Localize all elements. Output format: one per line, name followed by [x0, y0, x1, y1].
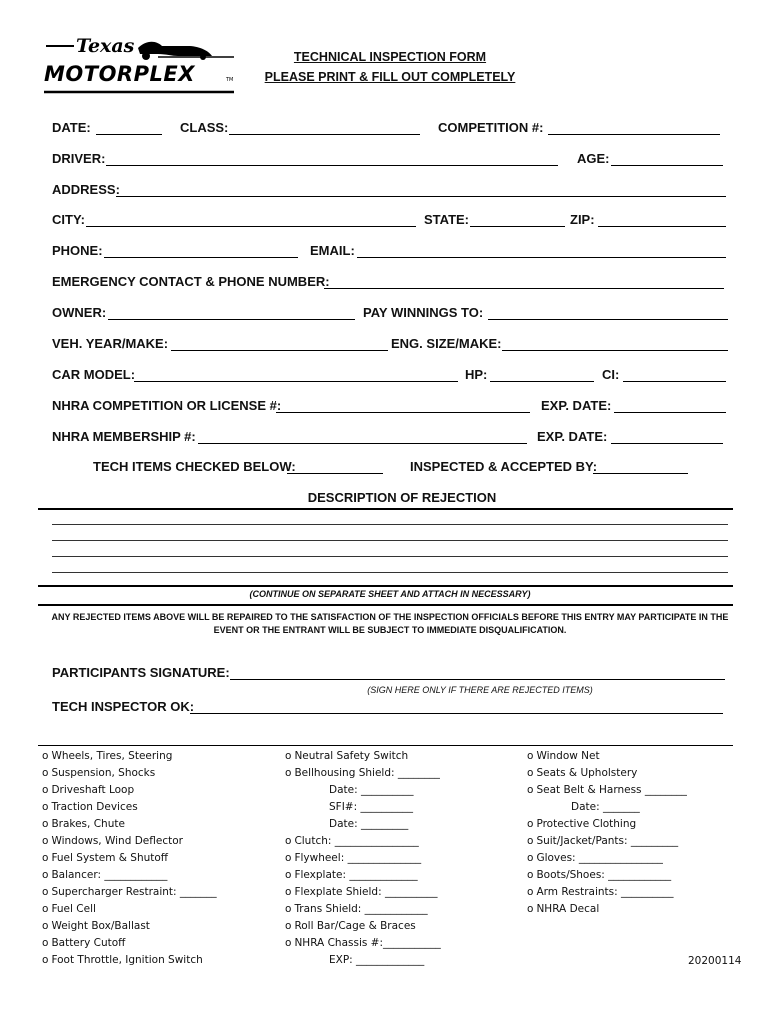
checklist-item-label: Bellhousing Shield: ________ [294, 767, 440, 779]
exp-date-1-label: EXP. DATE: [541, 398, 612, 413]
participant-signature-field[interactable] [230, 679, 725, 680]
zip-field[interactable] [598, 226, 726, 227]
checklist-item-label: Boots/Shoes: ____________ [536, 869, 672, 881]
inspected-label: INSPECTED & ACCEPTED BY: [410, 459, 598, 474]
hp-label: HP: [465, 367, 488, 382]
pay-winnings-field[interactable] [488, 319, 728, 320]
checklist-item[interactable] [42, 782, 217, 799]
emergency-field[interactable] [324, 288, 724, 289]
driver-field[interactable] [106, 165, 558, 166]
logo-script: Texas [76, 36, 135, 57]
zip-label: ZIP: [570, 212, 595, 227]
checkbox-icon[interactable]: o [285, 852, 292, 864]
checklist-item-label: Flexplate Shield: __________ [294, 886, 438, 898]
checklist-rule [38, 745, 733, 746]
checkbox-icon[interactable]: o [42, 784, 49, 796]
checkbox-icon[interactable]: o [42, 886, 49, 898]
checklist-item[interactable] [285, 935, 441, 952]
date-field[interactable] [96, 134, 162, 135]
state-field[interactable] [470, 226, 565, 227]
form-code: 20200114 [688, 955, 742, 967]
rejection-line-3[interactable] [52, 556, 728, 557]
checklist-item-label: SFI#: __________ [329, 801, 413, 813]
tech-items-field[interactable] [287, 473, 383, 474]
rejection-line-4[interactable] [52, 572, 728, 573]
checklist-item[interactable] [42, 901, 217, 918]
exp-date-2-field[interactable] [611, 443, 723, 444]
checklist-item-label: Suspension, Shocks [51, 767, 156, 779]
checklist-item-label: Fuel Cell [51, 903, 96, 915]
rejection-line-1[interactable] [52, 524, 728, 525]
checklist-column-2 [285, 748, 441, 969]
checklist-item[interactable] [42, 748, 217, 765]
nhra-membership-field[interactable] [198, 443, 527, 444]
email-field[interactable] [357, 257, 726, 258]
phone-label: PHONE: [52, 243, 103, 258]
checklist-item-label: Driveshaft Loop [51, 784, 135, 796]
form-subtitle: PLEASE PRINT & FILL OUT COMPLETELY [264, 70, 516, 84]
checkbox-icon[interactable]: o [527, 784, 534, 796]
checklist-item-label: Weight Box/Ballast [51, 920, 150, 932]
checklist-item-label: Trans Shield: ____________ [294, 903, 428, 915]
checklist-item-label: Roll Bar/Cage & Braces [294, 920, 416, 932]
exp-date-1-field[interactable] [614, 412, 726, 413]
nhra-competition-field[interactable] [276, 412, 530, 413]
checkbox-icon[interactable]: o [42, 801, 49, 813]
checklist-item[interactable] [42, 935, 217, 952]
checklist-item[interactable] [285, 850, 441, 867]
checklist-item[interactable] [527, 816, 687, 833]
checklist-item[interactable] [42, 765, 217, 782]
sign-note: (SIGN HERE ONLY IF THERE ARE REJECTED ITEMS) [367, 685, 593, 695]
age-field[interactable] [611, 165, 723, 166]
checklist-item[interactable] [42, 816, 217, 833]
email-label: EMAIL: [310, 243, 355, 258]
continue-note: (CONTINUE ON SEPARATE SHEET AND ATTACH IN NECESSARY) [249, 589, 531, 599]
checklist-item[interactable] [527, 799, 687, 816]
checklist-item[interactable] [527, 884, 687, 901]
checkbox-icon[interactable]: o [42, 937, 49, 949]
checkbox-icon[interactable]: o [527, 835, 534, 847]
checklist-item[interactable] [42, 799, 217, 816]
competition-label: COMPETITION #: [438, 120, 544, 135]
checklist-item[interactable] [285, 833, 441, 850]
checklist-item[interactable] [285, 765, 441, 782]
checklist-item[interactable] [285, 867, 441, 884]
checklist-item-label: Arm Restraints: __________ [536, 886, 674, 898]
checkbox-icon[interactable]: o [527, 903, 534, 915]
checklist-item-label: Supercharger Restraint: _______ [51, 886, 217, 898]
hp-field[interactable] [490, 381, 594, 382]
checkbox-icon[interactable]: o [285, 750, 292, 762]
nhra-competition-label: NHRA COMPETITION OR LICENSE #: [52, 398, 282, 413]
checkbox-icon[interactable]: o [527, 869, 534, 881]
checkbox-icon[interactable]: o [527, 886, 534, 898]
checklist-item[interactable] [527, 782, 687, 799]
checkbox-icon[interactable]: o [527, 750, 534, 762]
checklist-item-label: Date: __________ [329, 784, 414, 796]
checklist-item[interactable] [42, 884, 217, 901]
checkbox-icon[interactable]: o [527, 767, 534, 779]
checklist-item-label: NHRA Chassis #:___________ [294, 937, 441, 949]
checklist-column-1 [42, 748, 217, 969]
participant-signature-label: PARTICIPANTS SIGNATURE: [52, 665, 230, 680]
checkbox-icon[interactable]: o [42, 903, 49, 915]
competition-field[interactable] [548, 134, 720, 135]
checklist-item-label: Suit/Jacket/Pants: _________ [536, 835, 679, 847]
checklist-item[interactable] [527, 748, 687, 765]
class-label: CLASS: [180, 120, 229, 135]
rejection-bottom-rule [38, 585, 733, 587]
checklist-item-label: Clutch: ________________ [294, 835, 419, 847]
checklist-item[interactable] [42, 918, 217, 935]
checkbox-icon[interactable]: o [285, 767, 292, 779]
emergency-label: EMERGENCY CONTACT & PHONE NUMBER: [52, 274, 330, 289]
ci-field[interactable] [623, 381, 726, 382]
checklist-item-label: Traction Devices [51, 801, 138, 813]
class-field[interactable] [229, 134, 420, 135]
checklist-item-label: Windows, Wind Deflector [51, 835, 183, 847]
checkbox-icon[interactable]: o [42, 818, 49, 830]
form-title: TECHNICAL INSPECTION FORM [293, 50, 487, 64]
checkbox-icon[interactable]: o [42, 767, 49, 779]
owner-field[interactable] [108, 319, 355, 320]
checkbox-icon[interactable]: o [285, 937, 292, 949]
rejection-line-2[interactable] [52, 540, 728, 541]
checklist-item-label: Seats & Upholstery [536, 767, 638, 779]
eng-field[interactable] [502, 350, 728, 351]
checklist-item[interactable] [527, 833, 687, 850]
owner-label: OWNER: [52, 305, 107, 320]
checkbox-icon[interactable]: o [42, 920, 49, 932]
date-label: DATE: [52, 120, 91, 135]
warning-rule [38, 604, 733, 606]
checklist-item[interactable] [285, 816, 441, 833]
checklist-item[interactable] [285, 884, 441, 901]
checklist-item[interactable] [527, 765, 687, 782]
checklist-item-label: Fuel System & Shutoff [51, 852, 169, 864]
checkbox-icon[interactable]: o [285, 903, 292, 915]
texas-motorplex-logo [38, 36, 238, 96]
veh-label: VEH. YEAR/MAKE: [52, 336, 169, 351]
checklist-item-label: Wheels, Tires, Steering [51, 750, 173, 762]
checklist-item[interactable] [42, 867, 217, 884]
tech-inspector-label: TECH INSPECTOR OK: [52, 699, 195, 714]
checkbox-icon[interactable]: o [527, 852, 534, 864]
checklist-item-label: Flywheel: ______________ [294, 852, 422, 864]
address-field[interactable] [116, 196, 726, 197]
checklist-item-label: Protective Clothing [536, 818, 637, 830]
checklist-item-label: Window Net [536, 750, 600, 762]
checkbox-icon[interactable]: o [42, 954, 49, 966]
checklist-item-label: EXP: _____________ [329, 954, 425, 966]
checklist-item-label: Gloves: ________________ [536, 852, 663, 864]
checklist-item[interactable] [42, 850, 217, 867]
checklist-column-3 [527, 748, 687, 918]
checklist-item-label: NHRA Decal [536, 903, 600, 915]
disqualification-warning: ANY REJECTED ITEMS ABOVE WILL BE REPAIRED TO THE SATISFACTION OF THE INSPECTION OFFICIALS BEFORE THIS ENTRY MAY PARTICIPATE IN THE EVENT OR THE ENTRANT WILL BE SUBJECT TO IMMEDIATE DISQUALIFICATION. [51, 612, 729, 635]
car-model-label: CAR MODEL: [52, 367, 136, 382]
checkbox-icon[interactable]: o [285, 835, 292, 847]
veh-field[interactable] [171, 350, 388, 351]
address-label: ADDRESS: [52, 182, 120, 197]
checklist-item[interactable] [285, 901, 441, 918]
checklist-item[interactable] [42, 952, 217, 969]
checklist-item-label: Battery Cutoff [51, 937, 126, 949]
checklist-item-label: Neutral Safety Switch [294, 750, 409, 762]
checklist-item[interactable] [285, 799, 441, 816]
checkbox-icon[interactable]: o [42, 835, 49, 847]
car-model-field[interactable] [134, 381, 458, 382]
age-label: AGE: [577, 151, 610, 166]
checklist-item[interactable] [285, 748, 441, 765]
rejection-heading: DESCRIPTION OF REJECTION [307, 490, 497, 505]
checklist-item[interactable] [285, 782, 441, 799]
ci-label: CI: [602, 367, 620, 382]
checklist-item[interactable] [285, 918, 441, 935]
checklist-item-label: Flexplate: _____________ [294, 869, 418, 881]
phone-field[interactable] [104, 257, 298, 258]
checklist-item-label: Brakes, Chute [51, 818, 125, 830]
city-field[interactable] [86, 226, 416, 227]
pay-winnings-label: PAY WINNINGS TO: [363, 305, 484, 320]
city-label: CITY: [52, 212, 85, 227]
state-label: STATE: [424, 212, 470, 227]
tech-items-label: TECH ITEMS CHECKED BELOW: [93, 459, 296, 474]
checkbox-icon[interactable]: o [285, 886, 292, 898]
exp-date-2-label: EXP. DATE: [537, 429, 608, 444]
checkbox-icon[interactable]: o [285, 920, 292, 932]
checklist-item[interactable] [285, 952, 441, 969]
nhra-membership-label: NHRA MEMBERSHIP #: [52, 429, 196, 444]
checklist-item-label: Date: _______ [571, 801, 640, 813]
checkbox-icon[interactable]: o [42, 750, 49, 762]
checklist-item[interactable] [527, 867, 687, 884]
checklist-item-label: Balancer: ____________ [51, 869, 168, 881]
checkbox-icon[interactable]: o [42, 852, 49, 864]
rejection-top-rule [38, 508, 733, 510]
eng-label: ENG. SIZE/MAKE: [391, 336, 502, 351]
inspected-field[interactable] [593, 473, 688, 474]
checkbox-icon[interactable]: o [42, 869, 49, 881]
checklist-item[interactable] [527, 901, 687, 918]
checklist-item[interactable] [42, 833, 217, 850]
checklist-item[interactable] [527, 850, 687, 867]
checkbox-icon[interactable]: o [285, 869, 292, 881]
logo-wordmark: MOTORPLEX [44, 62, 195, 86]
checklist-item-label: Foot Throttle, Ignition Switch [51, 954, 203, 966]
checklist-item-label: Date: _________ [329, 818, 409, 830]
checkbox-icon[interactable]: o [527, 818, 534, 830]
driver-label: DRIVER: [52, 151, 106, 166]
logo-tm: TM [226, 77, 234, 83]
checklist-item-label: Seat Belt & Harness ________ [536, 784, 687, 796]
tech-inspector-field[interactable] [190, 713, 723, 714]
